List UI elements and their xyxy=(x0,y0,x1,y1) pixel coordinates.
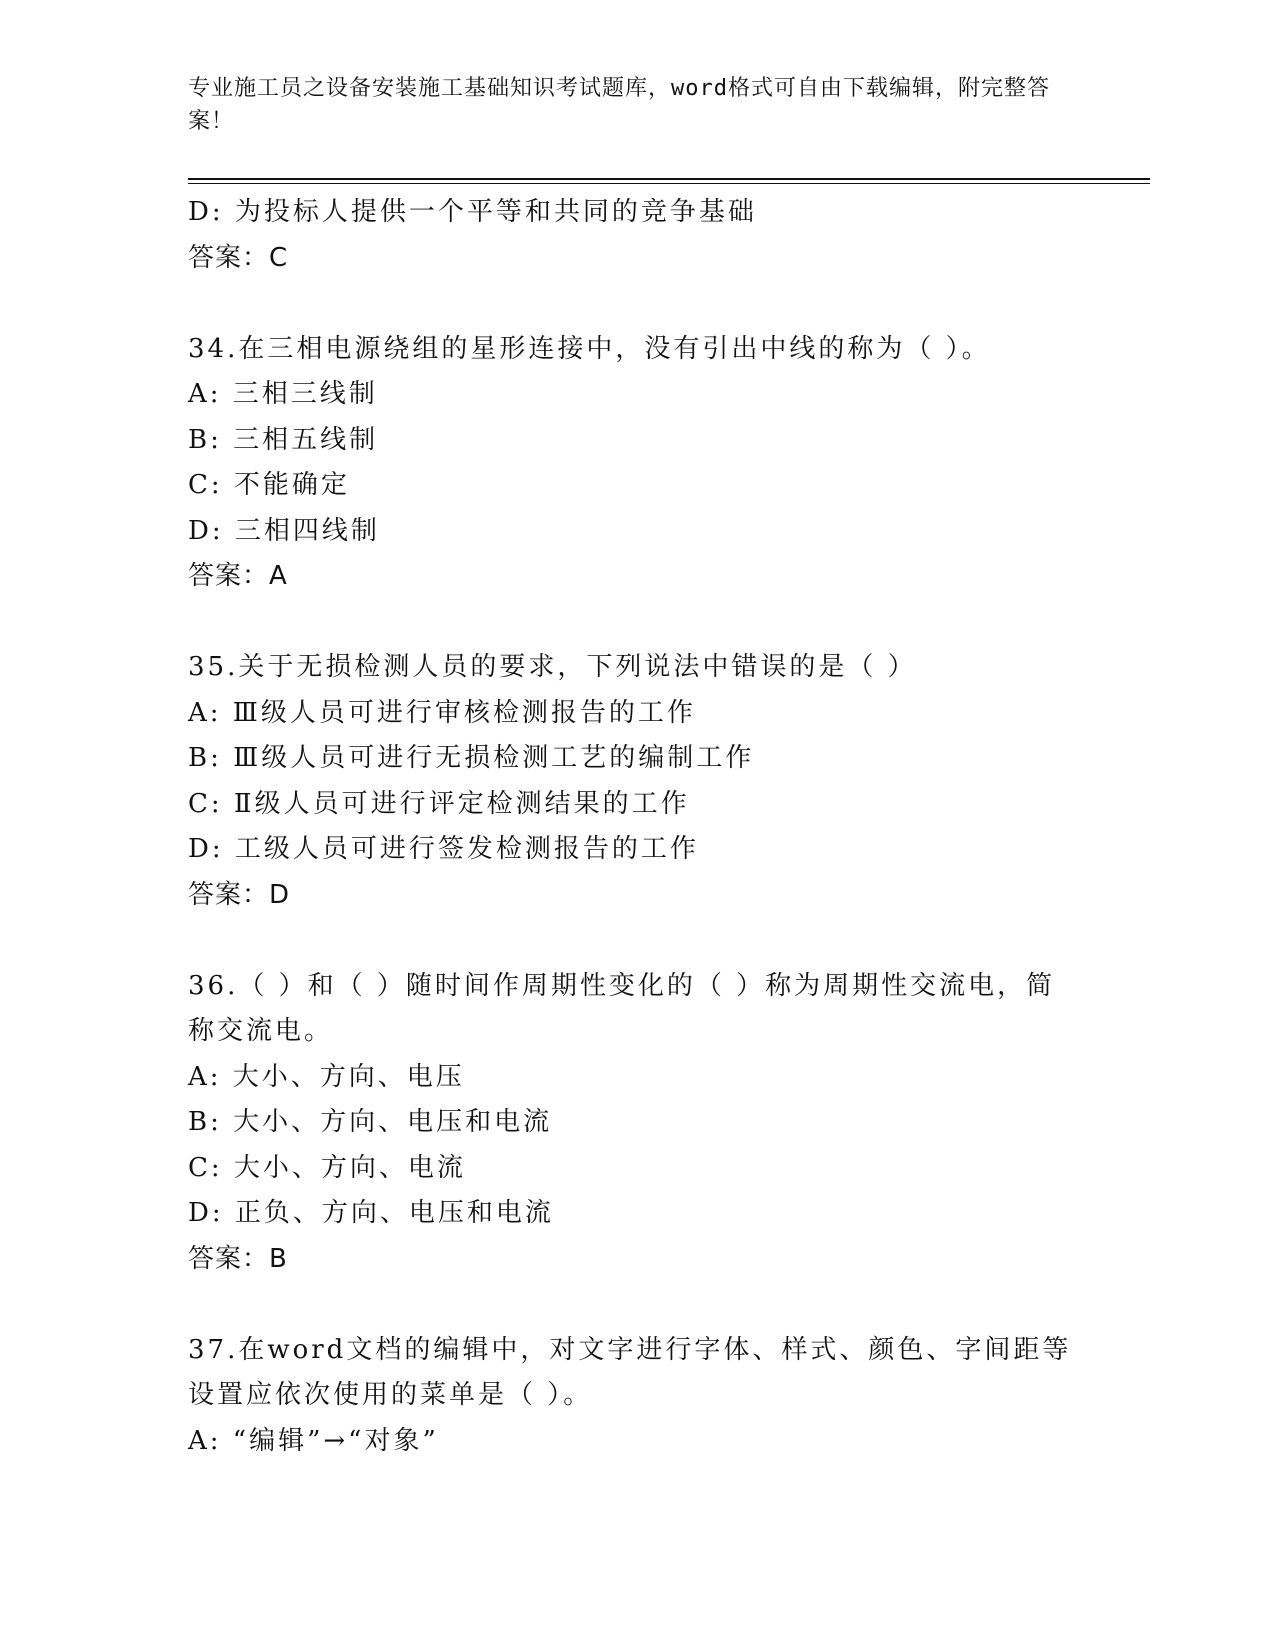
question-text: 35.关于无损检测人员的要求，下列说法中错误的是（ ） xyxy=(188,652,917,682)
option-line: B: Ⅲ级人员可进行无损检测工艺的编制工作 xyxy=(188,743,755,773)
header-divider-thick xyxy=(188,178,1150,180)
option-line: D: 工级人员可进行签发检测报告的工作 xyxy=(188,834,699,864)
question-list xyxy=(188,190,1088,1464)
answer-line: 答案：D xyxy=(188,879,291,910)
question-text: 34.在三相电源绕组的星形连接中，没有引出中线的称为（ ）。 xyxy=(188,333,991,364)
option-line: C: 不能确定 xyxy=(188,470,350,500)
option-line: C: 大小、方向、电流 xyxy=(188,1152,466,1183)
header-divider-thin xyxy=(188,183,1150,184)
option-line: A: 大小、方向、电压 xyxy=(188,1061,465,1092)
blank-line xyxy=(188,918,1088,964)
option-line: A: 三相三线制 xyxy=(188,379,378,409)
question-text: 37.在word文档的编辑中，对文字进行字体、样式、颜色、字间距等 xyxy=(188,1334,1072,1365)
blank-line xyxy=(188,600,1088,646)
option-line: B: 三相五线制 xyxy=(188,424,379,455)
blank-line xyxy=(188,281,1088,327)
answer-line: 答案：C xyxy=(188,242,289,273)
question-text: 设置应依次使用的菜单是（ ）。 xyxy=(188,1380,593,1410)
option-line: C: Ⅱ级人员可进行评定检测结果的工作 xyxy=(188,788,690,819)
option-line: A: Ⅲ级人员可进行审核检测报告的工作 xyxy=(188,697,696,728)
option-line: D: 正负、方向、电压和电流 xyxy=(188,1198,554,1228)
question-text: 称交流电。 xyxy=(188,1016,334,1046)
blank-line xyxy=(188,1282,1088,1328)
option-line: D: 为投标人提供一个平等和共同的竞争基础 xyxy=(188,197,757,227)
page-header: 专业施工员之设备安装施工基础知识考试题库，word格式可自由下载编辑，附完整答案！ xyxy=(188,76,1050,134)
option-line: A: “编辑”→“对象” xyxy=(188,1425,439,1456)
answer-line: 答案：A xyxy=(188,561,288,591)
answer-line: 答案：B xyxy=(188,1243,288,1274)
question-text: 36.（ ）和（ ）随时间作周期性变化的（ ）称为周期性交流电，简 xyxy=(188,970,1056,1001)
option-line: B: 大小、方向、电压和电流 xyxy=(188,1107,553,1137)
option-line: D: 三相四线制 xyxy=(188,515,380,546)
